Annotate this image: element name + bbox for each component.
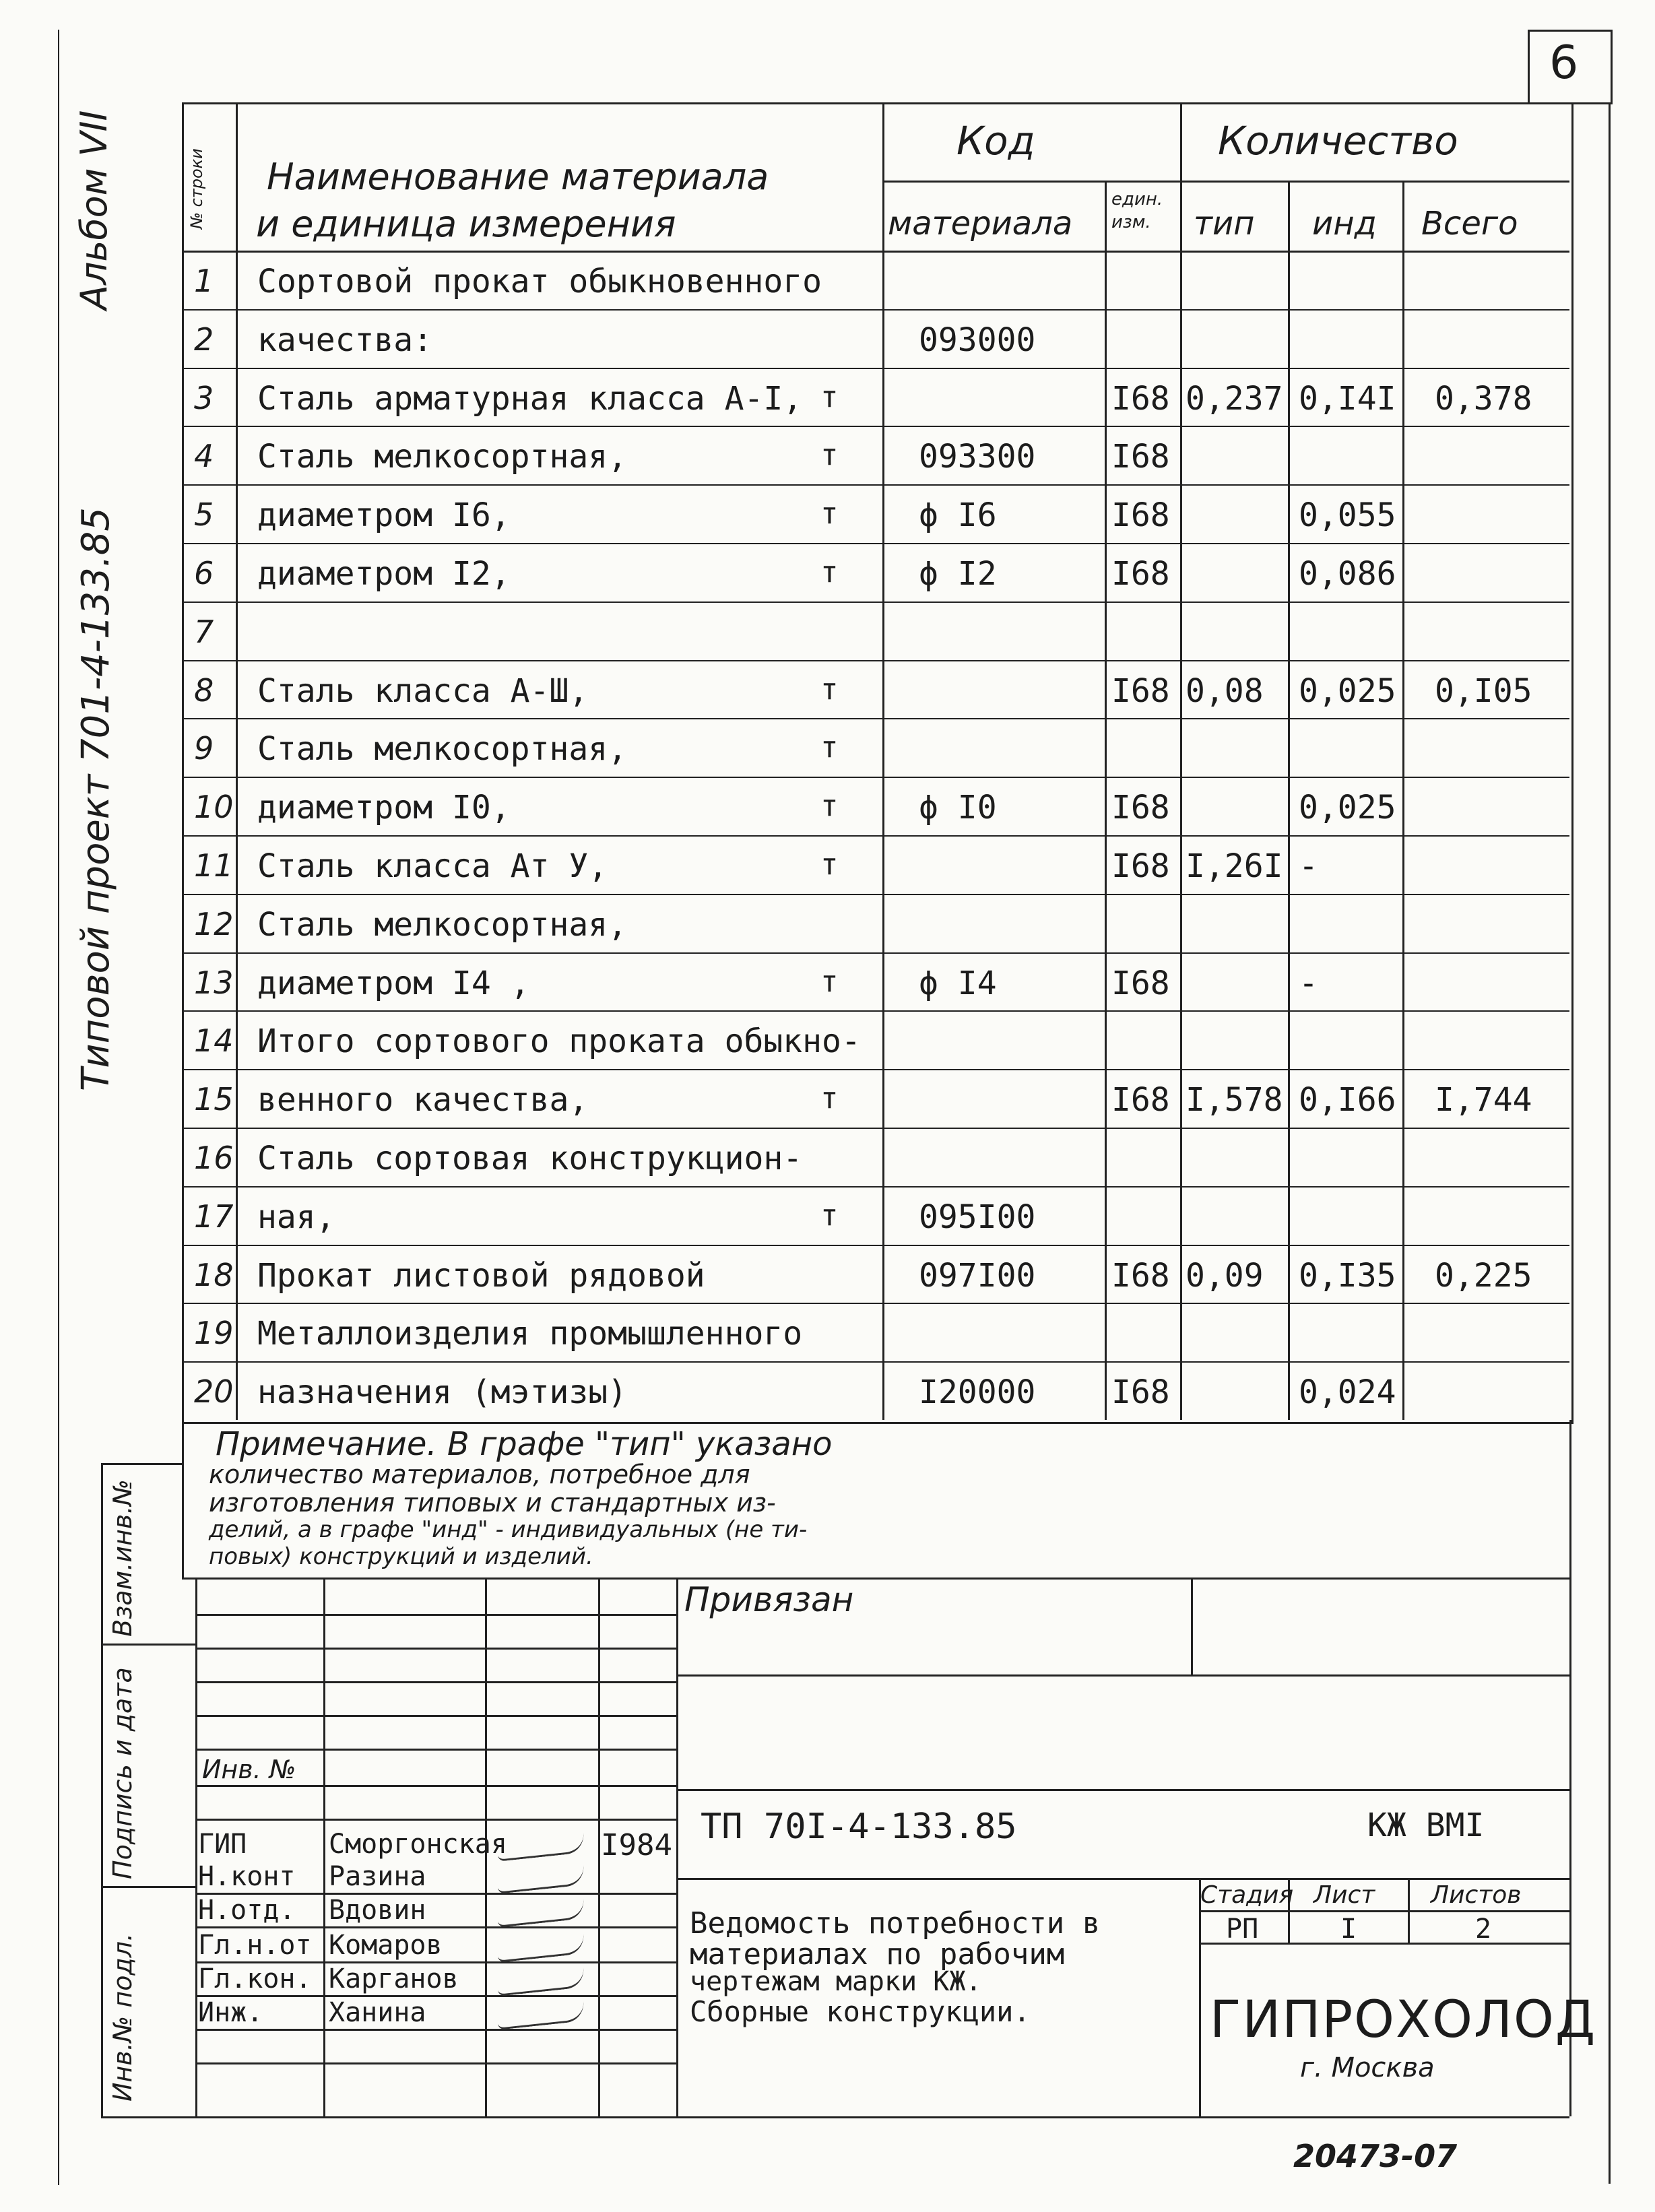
inv-no-label: Инв. №	[202, 1755, 296, 1784]
podpis-data-label: Подпись и дата	[108, 1667, 137, 1879]
list-header: Лист	[1313, 1881, 1375, 1909]
row-ed: I68	[1111, 555, 1170, 593]
row-unit: т	[820, 555, 839, 589]
row-divider	[182, 1186, 1569, 1188]
row-n: 13	[194, 964, 234, 1001]
signature-mark	[496, 1934, 585, 1962]
signature-mark	[496, 1967, 585, 1996]
signature-mark	[496, 2001, 585, 2029]
note-line-2: количество материалов, потребное для	[209, 1460, 750, 1489]
row-unit: т	[820, 730, 839, 765]
row-divider	[182, 1069, 1569, 1070]
row-divider	[182, 484, 1569, 486]
left-border	[58, 30, 59, 2185]
row-n: 1	[194, 263, 214, 299]
row-ed: I68	[1111, 438, 1170, 476]
row-name: Сталь класса Ат У,	[257, 847, 608, 885]
row-name: диаметром I2,	[257, 555, 511, 593]
row-ind: 0,025	[1299, 672, 1396, 710]
signer-role: Инж.	[198, 1997, 263, 2028]
row-n: 6	[194, 555, 214, 591]
row-code: ϕ I6	[919, 496, 997, 535]
row-ind: 0,024	[1299, 1373, 1396, 1412]
privyazan-label: Привязан	[684, 1580, 854, 1619]
row-ed: I68	[1111, 1081, 1170, 1119]
row-code: 097I00	[919, 1256, 1036, 1295]
row-name: назначения (мэтизы)	[257, 1373, 628, 1412]
row-name: диаметром I6,	[257, 496, 511, 535]
row-code: ϕ I4	[919, 964, 997, 1002]
row-name: венного качества,	[257, 1081, 589, 1119]
row-name: Прокат листовой рядовой	[257, 1256, 705, 1295]
row-name: Сталь мелкосортная,	[257, 438, 628, 476]
row-ind: 0,I35	[1299, 1256, 1396, 1295]
row-unit: т	[820, 789, 839, 824]
row-unit: т	[820, 379, 839, 414]
note-line-3: изготовления типовых и стандартных из-	[209, 1488, 776, 1518]
row-ed: I68	[1111, 964, 1170, 1002]
stadia-header: Стадия	[1200, 1881, 1294, 1909]
signature-mark	[496, 1833, 585, 1861]
row-name: качества:	[257, 321, 433, 359]
row-ed: I68	[1111, 496, 1170, 535]
row-ind: 0,I4I	[1299, 379, 1396, 418]
row-n: 2	[194, 321, 214, 358]
row-divider	[182, 835, 1569, 837]
row-n: 17	[194, 1198, 234, 1235]
row-name: Металлоизделия промышленного	[257, 1315, 803, 1353]
row-n: 18	[194, 1256, 234, 1293]
title-line-1: Ведомость потребности в	[690, 1906, 1101, 1941]
row-ind: -	[1299, 964, 1318, 1002]
signer-name: Ханина	[329, 1997, 426, 2028]
signer-name: Комаров	[329, 1930, 443, 1961]
row-tip: I,26I	[1186, 847, 1283, 885]
header-kolichestvo: Количество	[1218, 118, 1458, 164]
row-code: 093300	[919, 438, 1036, 476]
signer-role: Гл.кон.	[198, 1963, 312, 1994]
row-name: Сталь класса А-Ш,	[257, 672, 589, 710]
header-row-num: № строки	[187, 148, 206, 229]
list-value: I	[1340, 1914, 1357, 1945]
row-ed: I68	[1111, 789, 1170, 827]
row-n: 3	[194, 379, 214, 416]
album-label: Альбом VII	[73, 110, 115, 310]
row-divider	[182, 1361, 1569, 1363]
row-divider	[182, 1010, 1569, 1012]
row-code: 095I00	[919, 1198, 1036, 1236]
row-divider	[182, 1245, 1569, 1246]
signer-role: Н.конт	[198, 1861, 296, 1892]
header-tip: тип	[1194, 205, 1255, 242]
row-divider	[182, 718, 1569, 719]
org-name: ГИПРОХОЛОД	[1210, 1989, 1597, 2049]
header-ind: инд	[1312, 205, 1377, 242]
listov-header: Листов	[1431, 1881, 1522, 1909]
header-name: Наименование материала	[267, 156, 769, 198]
header-name2: и единица измерения	[256, 203, 676, 245]
row-ind: 0,055	[1299, 496, 1396, 535]
listov-value: 2	[1475, 1914, 1492, 1945]
row-n: 11	[194, 847, 234, 884]
row-ed: I68	[1111, 1256, 1170, 1295]
row-ed: I68	[1111, 379, 1170, 418]
row-name: ная,	[257, 1198, 335, 1236]
inv-podl-label: Инв.№ подл.	[108, 1932, 137, 2102]
signer-role: Н.отд.	[198, 1895, 296, 1926]
row-vsego: I,744	[1435, 1081, 1532, 1119]
signer-name: Разина	[329, 1861, 426, 1892]
row-divider	[182, 426, 1569, 427]
row-unit: т	[820, 847, 839, 882]
header-kod: Код	[956, 118, 1035, 164]
note-line-5: повых) конструкций и изделий.	[209, 1543, 593, 1570]
row-name: Сталь арматурная класса А-I,	[257, 379, 803, 418]
row-tip: 0,237	[1186, 379, 1283, 418]
row-n: 20	[194, 1373, 234, 1410]
doc-code: ТП 70I-4-133.85	[701, 1807, 1017, 1847]
row-n: 7	[194, 613, 214, 650]
signature-mark	[496, 1899, 585, 1927]
row-n: 16	[194, 1140, 234, 1176]
row-divider	[182, 1128, 1569, 1129]
row-name: диаметром I4 ,	[257, 964, 530, 1002]
row-name: Сталь сортовая конструкцион-	[257, 1140, 803, 1177]
row-divider	[182, 601, 1569, 603]
row-ind: -	[1299, 847, 1318, 885]
row-code: I20000	[919, 1373, 1036, 1412]
row-ed: I68	[1111, 672, 1170, 710]
org-city: г. Москва	[1300, 2052, 1435, 2083]
row-name: Сталь мелкосортная,	[257, 730, 628, 769]
vzam-inv-label: Взам.инв.№	[108, 1479, 137, 1637]
row-tip: 0,09	[1186, 1256, 1264, 1295]
row-ind: 0,086	[1299, 555, 1396, 593]
row-n: 9	[194, 730, 214, 767]
row-unit: т	[820, 1081, 839, 1116]
note-line-1: Примечание. В графе "тип" указано	[216, 1425, 833, 1463]
row-divider	[182, 894, 1569, 895]
row-n: 19	[194, 1315, 234, 1352]
row-vsego: 0,I05	[1435, 672, 1532, 710]
row-divider	[182, 1303, 1569, 1304]
note-line-4: делий, а в графе "инд" - индивидуальных (не ти-	[209, 1516, 808, 1543]
row-tip: I,578	[1186, 1081, 1283, 1119]
row-ind: 0,I66	[1299, 1081, 1396, 1119]
row-name: Итого сортового проката обыкно-	[257, 1022, 861, 1061]
signer-name: Сморгонская	[329, 1829, 507, 1860]
row-divider	[182, 368, 1569, 369]
row-n: 14	[194, 1022, 234, 1060]
row-name: Сортовой прокат обыкновенного	[257, 263, 822, 300]
right-border	[1609, 102, 1611, 2184]
signer-name: Карганов	[329, 1963, 459, 1994]
project-label: Типовой проект 701-4-133.85	[74, 507, 118, 1091]
row-code: ϕ I2	[919, 555, 997, 593]
marka: КЖ ВМI	[1367, 1807, 1485, 1844]
title-line-2: материалах по рабочим	[690, 1937, 1065, 1972]
signer-role: ГИП	[198, 1829, 247, 1860]
row-n: 10	[194, 789, 234, 826]
row-n: 5	[194, 496, 214, 533]
signer-date: I984	[601, 1828, 672, 1862]
header-material: материала	[888, 205, 1073, 242]
row-ind: 0,025	[1299, 789, 1396, 827]
row-unit: т	[820, 496, 839, 531]
row-n: 8	[194, 672, 214, 709]
signer-role: Гл.н.от	[198, 1930, 312, 1961]
row-vsego: 0,225	[1435, 1256, 1532, 1295]
row-ed: I68	[1111, 847, 1170, 885]
row-divider	[182, 309, 1569, 311]
row-n: 4	[194, 438, 214, 475]
row-divider	[182, 777, 1569, 778]
row-unit: т	[820, 1198, 839, 1233]
row-n: 12	[194, 905, 234, 942]
signer-name: Вдовин	[329, 1895, 426, 1926]
row-unit: т	[820, 438, 839, 473]
row-divider	[182, 952, 1569, 954]
row-code: 093000	[919, 321, 1036, 359]
row-vsego: 0,378	[1435, 379, 1532, 418]
header-vsego: Всего	[1421, 205, 1518, 242]
row-name: диаметром I0,	[257, 789, 511, 827]
row-name: Сталь мелкосортная,	[257, 905, 628, 944]
row-ed: I68	[1111, 1373, 1170, 1412]
stadia-value: РП	[1226, 1914, 1259, 1945]
row-tip: 0,08	[1186, 672, 1264, 710]
title-line-4: Сборные конструкции.	[690, 1995, 1031, 2028]
title-line-3: чертежам марки КЖ.	[690, 1966, 982, 1997]
signature-mark	[496, 1865, 585, 1893]
bottom-code: 20473-07	[1293, 2138, 1458, 2174]
row-divider	[182, 660, 1569, 661]
row-unit: т	[820, 964, 839, 999]
row-unit: т	[820, 672, 839, 707]
header-ed-izm: един. изм.	[1111, 189, 1163, 232]
row-n: 15	[194, 1081, 234, 1118]
row-divider	[182, 543, 1569, 544]
page-number: 6	[1549, 36, 1579, 90]
row-code: ϕ I0	[919, 789, 997, 827]
